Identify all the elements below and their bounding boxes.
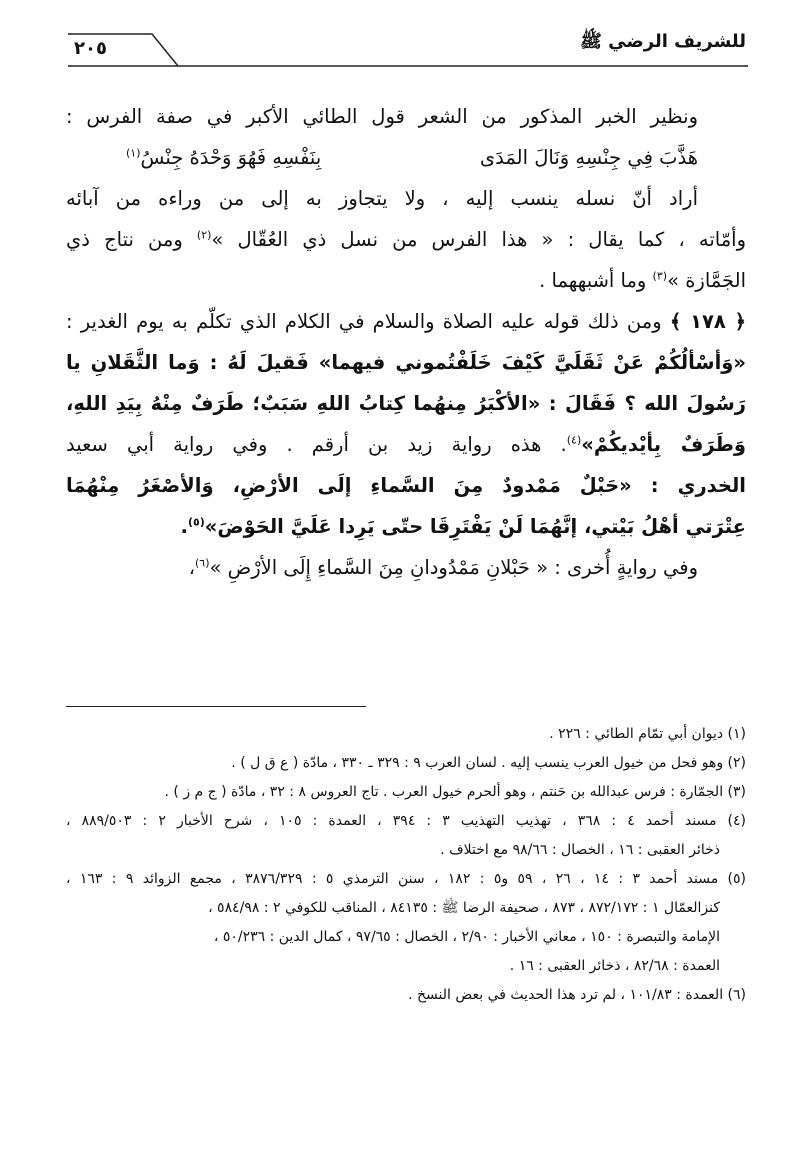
footnote-4-cont: ذخائر العقبى : ١٦ ، الخصال : ٩٨/٦٦ مع اختلاف . (440, 842, 720, 858)
verse-second-hemistich: بِنَفْسِهِ فَهُوَ وَحْدَهُ جِنْسُ$^{(١)}$ (126, 146, 322, 169)
footnote-3: (٣) الجمّارة : فرس عبدالله بن حَنتم ، وهو ألحرم خيول العرب . تاج العروس ٨ : ٣٢ ، مادّة ( ج م ز ) . (164, 784, 746, 800)
footnote-ref: (٣) (652, 269, 668, 283)
footnote-ref: (٢) (196, 228, 212, 242)
section-number: ﴿ ١٧٨ ﴾ (669, 310, 746, 333)
footnote-6: (٦) العمدة : ١٠١/٨٣ ، لم ترد هذا الحديث في بعض النسخ . (408, 987, 746, 1003)
page-number: ٢٠٥ (74, 38, 107, 59)
verse-first-hemistich: هَذَّبَ فِي جِنْسِهِ وَنَالَ المَدَى (479, 146, 698, 169)
text-line: وأمّاته ، كما يقال : « هذا الفرس من نسل ذي العُقّال »$^{(٢)}$ ومن نتاج ذي (66, 228, 746, 251)
text-line: ﴿ ١٧٨ ﴾ ومن ذلك قوله عليه الصلاة والسلام في الكلام الذي تكلّم به يوم الغدير : (66, 310, 746, 333)
footnote-2: (٢) وهو فحل من خيول العرب ينسب إليه . لسان العرب ٩ : ٣٢٩ ـ ٣٣٠ ، مادّة ( ع ق ل ) . (231, 755, 746, 771)
text-line: «وَأسْألُكُمْ عَنْ ثَقَلَيَّ كَيْفَ خَلَفْتُموني فيهما» فَقيلَ لَهُ : وَما الثَّقَلانِ يا (66, 351, 746, 374)
text-line: أراد أنّ نسله ينسب إليه ، ولا يتجاوز به إلى من وراءه من آبائه (66, 187, 698, 210)
footnote-ref: (١) (126, 146, 141, 160)
poem-verse (66, 137, 746, 178)
text-line: الجَمَّازة »$^{(٣)}$ وما أشبههما . (539, 269, 746, 292)
text-line: رَسُولَ الله ؟ فَقَالَ : «الأكْبَرُ مِنهُما كِتابُ اللهِ سَبَبٌ؛ طَرَفٌ مِنْهُ بِيَدِ اللهِ، (66, 392, 746, 415)
footnote-4: (٤) مسند أحمد ٤ : ٣٦٨ ، تهذيب التهذيب ٣ : ٣٩٤ ، العمدة : ١٠٥ ، شرح الأخبار ٢ : ٨٨٩/٥٠٣ ، (66, 813, 746, 829)
footnotes (66, 720, 746, 1010)
footnote-ref: (٤) (566, 433, 582, 447)
text-line: الخدري : «حَبْلٌ مَمْدودٌ مِنَ السَّماءِ إلَى الأرْضِ، وَالأصْغَرُ مِنْهُمَا (66, 474, 746, 497)
text-line: وَطَرَفٌ بِأيْديكُمْ»$^{(٤)}$. هذه رواية زيد بن أرقم . وفي رواية أبي سعيد (66, 433, 746, 456)
footnote-5-cont: الإمامة والتبصرة : ١٥٠ ، معاني الأخبار : ٢/٩٠ ، الخصال : ٩٧/٦٥ ، كمال الدين : ٥٠/٢٣٦ ، (213, 929, 720, 945)
footnote-5-cont: كنزالعمّال ١ : ٨٧٢/١٧٢ ، ٨٧٣ ، صحيفة الرضا ﷺ : ٨٤١٣٥ ، المناقب للكوفي ٢ : ٥٨٤/٩٨ ، (208, 900, 720, 916)
main-text (66, 96, 746, 588)
footnote-ref: (٥) (187, 515, 205, 529)
footnote-5: (٥) مسند أحمد ٣ : ١٤ ، ٢٦ ، ٥٩ و٥ : ١٨٢ ، سنن الترمذي ٥ : ٣٨٧٦/٣٢٩ ، مجمع الزوائد ٩ : ١٦٣ ، (66, 871, 747, 887)
text-line: ونظير الخبر المذكور من الشعر قول الطائي الأكبر في صفة الفرس : (66, 105, 698, 128)
footnote-ref: (٦) (194, 556, 210, 570)
running-header-title: للشريف الرضي ﷺ (580, 31, 746, 52)
footnote-5-cont: العمدة : ٨٢/٦٨ ، ذخائر العقبى : ١٦ . (509, 958, 720, 974)
footnote-separator (66, 706, 366, 707)
text-line: عِتْرَتي أهْلُ بَيْتي، إنَّهُمَا لَنْ يَفْتَرِقَا حتّى يَرِدا عَلَيَّ الحَوْضَ»$^{(٥)}$. (180, 515, 746, 538)
text-line: وفي روايةٍ أُخرى : « حَبْلانِ مَمْدُودانِ مِنَ السَّماءِ إِلَى الأرْضِ »$^{(٦)}$، (188, 556, 698, 579)
footnote-1: (١) ديوان أبي تمّام الطائي : ٢٢٦ . (549, 726, 746, 742)
